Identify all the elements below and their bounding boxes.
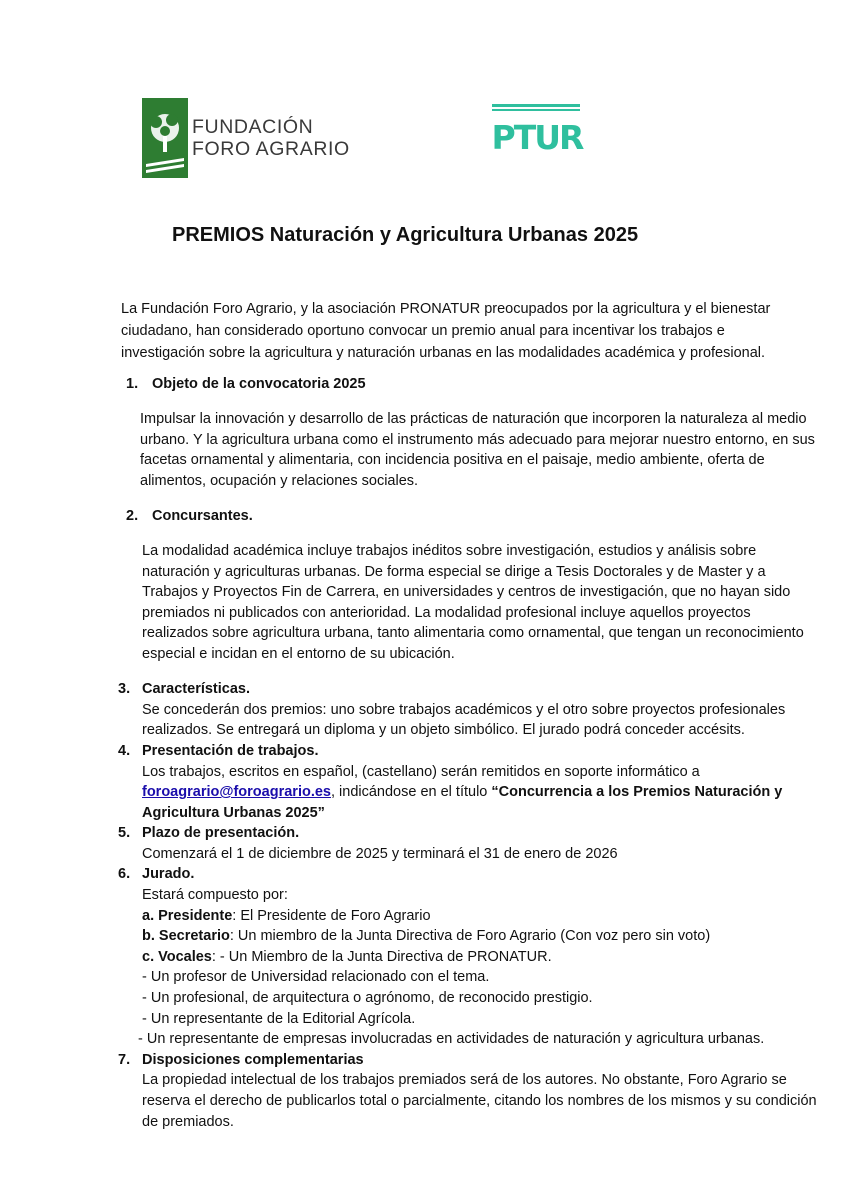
jury-vocal-4: - Un representante de empresas involucradas en actividades de naturación y agricultura urbanas.: [138, 1031, 765, 1048]
section-number: 5.: [118, 825, 131, 842]
section-2-body: La modalidad académica incluye trabajos inéditos sobre investigación, estudios y análisis sobre naturación y agriculturas urbanas. De forma especial se dirige a Tesis Doctorales y de Master y a Trabajos y Proyectos Fin de Carrera, en universidades y centros de investigación, que no hayan sido premiados ni publicados con anterioridad. La modalidad profesional incluye aquellos proyectos realizados sobre agricultura urbana, tanto alimentaria como ornamental, que tengan un reconocimiento especial e incidan en el entorno de su ubicación.: [142, 543, 804, 663]
intro-paragraph: La Fundación Foro Agrario, y la asociación PRONATUR preocupados por la agricultura y el bienestar ciudadano, han considerado oportuno convocar un premio anual para incentivar los trabajos e investigación sobre la agricultura y naturación urbanas en las modalidades académica y profesional.: [121, 301, 771, 361]
section-number: 6.: [118, 866, 131, 883]
jury-vocales: c. Vocales: - Un Miembro de la Junta Directiva de PRONATUR.: [142, 948, 552, 965]
section-heading: Concursantes.: [152, 507, 253, 524]
jury-secretary: b. Secretario: Un miembro de la Junta Directiva de Foro Agrario (Con voz pero sin voto): [142, 928, 711, 945]
section-number: 2.: [126, 507, 139, 524]
jury-vocal-2: - Un profesional, de arquitectura o agrónomo, de reconocido prestigio.: [142, 990, 593, 1007]
tree-icon: [142, 98, 188, 178]
section-4: [118, 741, 818, 823]
section-number: 1.: [126, 376, 139, 392]
section-number: 3.: [118, 681, 131, 698]
page-title: PREMIOS Naturación y Agricultura Urbanas 2025: [172, 224, 639, 246]
section-heading: Plazo de presentación.: [142, 825, 300, 842]
fundacion-foro-agrario-logo: [142, 98, 357, 178]
ffa-logo-line2: FORO AGRARIO: [192, 138, 350, 160]
rules-list: [118, 374, 818, 1132]
jury-vocal-3: - Un representante de la Editorial Agrícola.: [142, 1010, 416, 1027]
email-link[interactable]: foroagrario@foroagrario.es: [142, 784, 331, 801]
section-heading: Objeto de la convocatoria 2025: [152, 376, 366, 392]
section-1: [118, 374, 818, 395]
section-2: [118, 506, 818, 527]
jury-vocal-1: - Un profesor de Universidad relacionado con el tema.: [142, 969, 490, 986]
section-heading: Jurado.: [142, 866, 195, 883]
section-7: [118, 1050, 818, 1132]
jury-intro: Estará compuesto por:: [142, 887, 288, 904]
section-number: 7.: [118, 1051, 131, 1068]
section-6: [118, 864, 818, 1049]
section-heading: Disposiciones complementarias: [142, 1051, 364, 1068]
section-1-body: Impulsar la innovación y desarrollo de las prácticas de naturación que incorporen la naturaleza al medio urbano. Y la agricultura urbana como el instrumento más adecuado para mejorar nuestro entorno, en sus facetas ornamental y alimentaria, con incidencia positiva en el paisaje, medio ambiente, oferta de alimentos, ocupación y relaciones sociales.: [140, 411, 815, 489]
jury-president: a. Presidente: El Presidente de Foro Agrario: [142, 907, 431, 924]
section-heading: Características.: [142, 681, 251, 698]
section-body: Los trabajos, escritos en español, (castellano) serán remitidos en soporte informático a foroagrario@foroagrario.es, indicándose en el título “Concurrencia a los Premios Naturación y Agricultura Urbanas 2025”: [142, 763, 783, 821]
section-body: Comenzará el 1 de diciembre de 2025 y terminará el 31 de enero de 2026: [142, 845, 618, 862]
section-5: [118, 823, 818, 864]
ffa-logo-line1: FUNDACIÓN: [192, 116, 314, 138]
pronatur-logo-text: PTUR: [491, 118, 583, 157]
section-body: La propiedad intelectual de los trabajos premiados será de los autores. No obstante, Foro Agrario se reserva el derecho de publicarlos total o parcialmente, citando los nombres de los mismos y su condición de premiados.: [142, 1072, 817, 1130]
section-heading: Presentación de trabajos.: [142, 742, 319, 759]
section-3: [118, 679, 818, 741]
entry-title: “Concurrencia a los Premios Naturación y Agricultura Urbanas 2025”: [142, 784, 783, 821]
section-body: Se concederán dos premios: uno sobre trabajos académicos y el otro sobre proyectos profesionales realizados. Se entregará un diploma y un objeto simbólico. El jurado podrá conceder accésits.: [142, 701, 786, 739]
section-number: 4.: [118, 742, 131, 759]
pronatur-logo: [487, 100, 587, 170]
